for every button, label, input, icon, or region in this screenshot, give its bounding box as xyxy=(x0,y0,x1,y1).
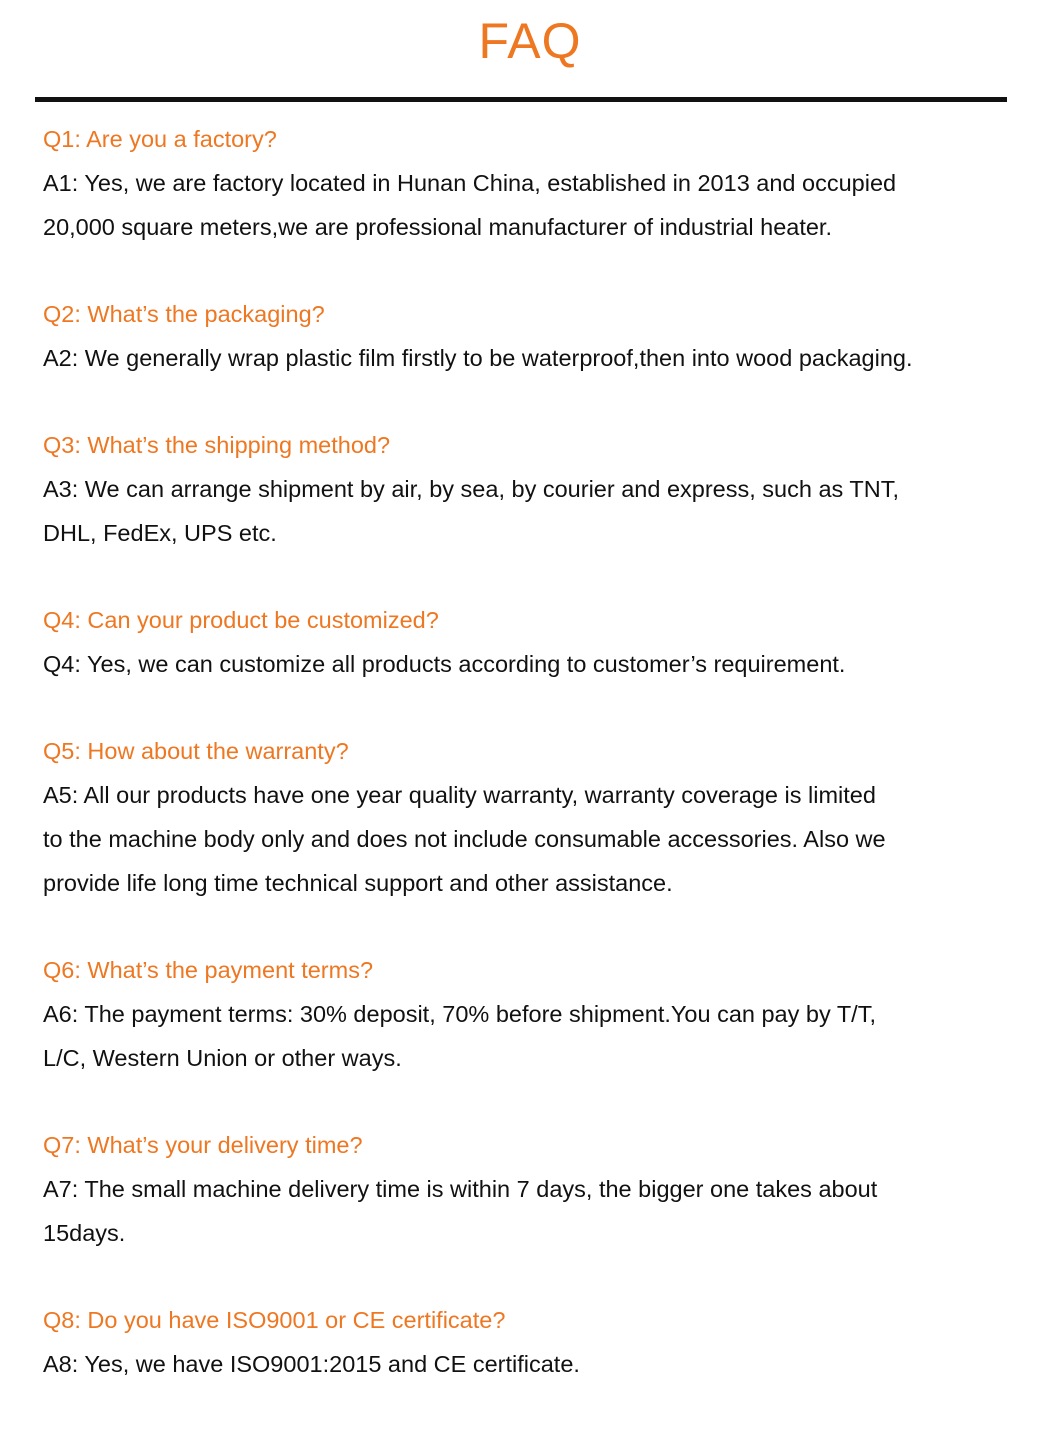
faq-answer-7 xyxy=(43,1167,1043,1255)
faq-answer-6-line-1: A6: The payment terms: 30% deposit, 70% before shipment.You can pay by T/T, xyxy=(43,1001,876,1027)
faq-answer-6 xyxy=(43,992,1043,1080)
faq-item-2 xyxy=(43,292,1043,380)
faq-answer-2 xyxy=(43,336,1043,380)
faq-answer-2-line-1: A2: We generally wrap plastic film firstly to be waterproof,then into wood packaging. xyxy=(43,345,913,371)
faq-question-8: Q8: Do you have ISO9001 or CE certificate? xyxy=(43,1307,506,1333)
faq-answer-5-line-1: A5: All our products have one year quality warranty, warranty coverage is limited xyxy=(43,782,876,808)
faq-question-1: Q1: Are you a factory? xyxy=(43,126,277,152)
faq-list xyxy=(43,117,1043,1429)
faq-question-3: Q3: What’s the shipping method? xyxy=(43,432,391,458)
faq-question-4: Q4: Can your product be customized? xyxy=(43,607,439,633)
faq-answer-5 xyxy=(43,773,1043,905)
faq-answer-4-line-1: Q4: Yes, we can customize all products according to customer’s requirement. xyxy=(43,651,846,677)
faq-answer-3-line-2: DHL, FedEx, UPS etc. xyxy=(43,520,277,546)
faq-answer-7-line-2: 15days. xyxy=(43,1220,126,1246)
faq-question-5: Q5: How about the warranty? xyxy=(43,738,349,764)
title-divider xyxy=(35,97,1007,102)
faq-item-8 xyxy=(43,1298,1043,1386)
faq-item-5 xyxy=(43,729,1043,905)
faq-item-1 xyxy=(43,117,1043,249)
faq-answer-1-line-1: A1: Yes, we are factory located in Hunan China, established in 2013 and occupied xyxy=(43,170,897,196)
faq-answer-1-line-2: 20,000 square meters,we are professional manufacturer of industrial heater. xyxy=(43,214,832,240)
faq-answer-1 xyxy=(43,161,1043,249)
faq-answer-4 xyxy=(43,642,1043,686)
faq-item-4 xyxy=(43,598,1043,686)
faq-item-7 xyxy=(43,1123,1043,1255)
faq-answer-8 xyxy=(43,1342,1043,1386)
faq-answer-5-line-2: to the machine body only and does not include consumable accessories. Also we xyxy=(43,826,886,852)
faq-answer-5-line-3: provide life long time technical support and other assistance. xyxy=(43,870,673,896)
faq-question-2: Q2: What’s the packaging? xyxy=(43,301,325,327)
faq-question-6: Q6: What’s the payment terms? xyxy=(43,957,374,983)
faq-item-6 xyxy=(43,948,1043,1080)
faq-answer-7-line-1: A7: The small machine delivery time is within 7 days, the bigger one takes about xyxy=(43,1176,878,1202)
faq-answer-6-line-2: L/C, Western Union or other ways. xyxy=(43,1045,402,1071)
faq-answer-3-line-1: A3: We can arrange shipment by air, by sea, by courier and express, such as TNT, xyxy=(43,476,899,502)
page-title: FAQ xyxy=(478,13,582,69)
faq-item-3 xyxy=(43,423,1043,555)
faq-question-7: Q7: What’s your delivery time? xyxy=(43,1132,363,1158)
faq-answer-8-line-1: A8: Yes, we have ISO9001:2015 and CE certificate. xyxy=(43,1351,580,1377)
faq-answer-3 xyxy=(43,467,1043,555)
